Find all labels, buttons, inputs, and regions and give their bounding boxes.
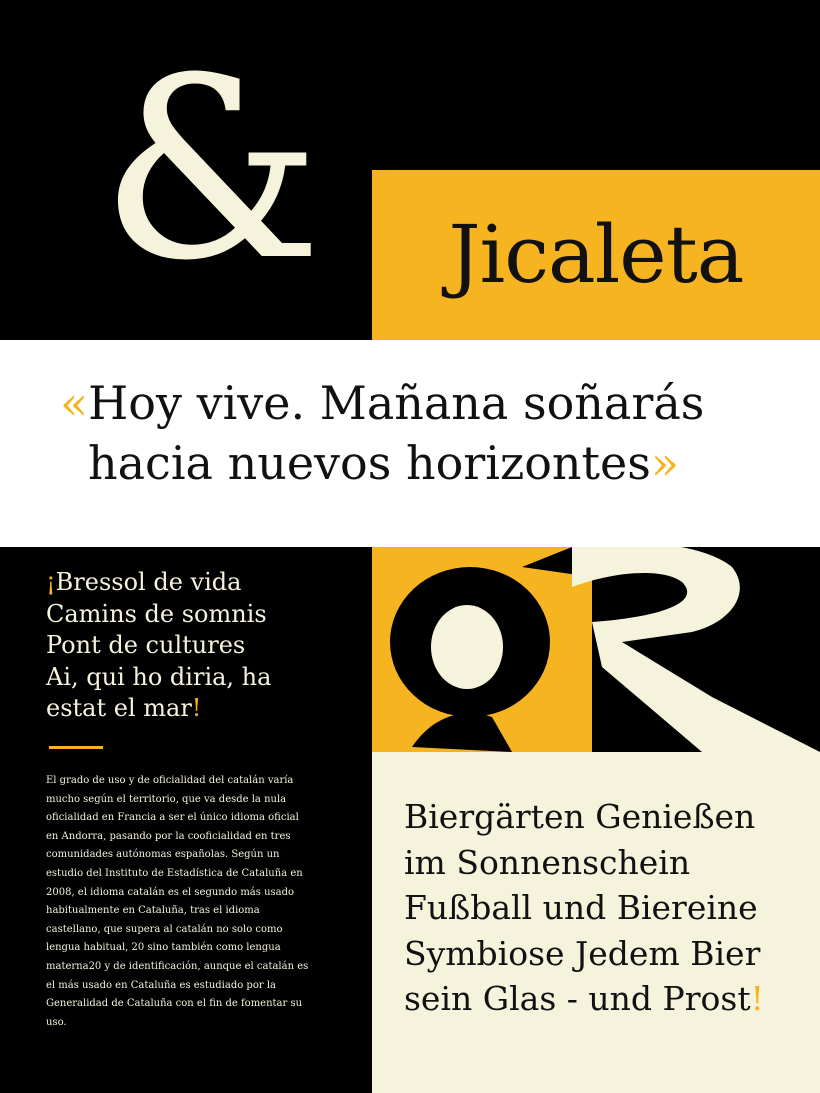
- quote-close-mark: »: [650, 436, 680, 490]
- quote-line-2: hacia nuevos horizontes: [88, 436, 651, 490]
- german-line-3: Fußball und Biereine: [404, 888, 758, 927]
- pull-quote: [60, 373, 780, 493]
- poem-line-1: [46, 567, 366, 599]
- poem-line-2: Camins de somnis: [46, 599, 267, 628]
- poem-line-5: [46, 693, 366, 725]
- quote-open-mark: «: [60, 376, 89, 430]
- german-line-4: Symbiose Jedem Bier: [404, 933, 761, 973]
- german-exclamation: !: [750, 979, 764, 1018]
- poem-line-5-text: estat el mar: [46, 694, 192, 722]
- german-line-1: Biergärten Genießen: [404, 797, 756, 836]
- german-line-5: [404, 976, 814, 1022]
- glyph-cream-counter: [431, 605, 503, 689]
- glyph-tile: [372, 547, 820, 752]
- glyph-art: [372, 547, 820, 752]
- ampersand-glyph: &: [100, 24, 323, 315]
- catalan-poem: [46, 567, 366, 725]
- poem-open-mark: ¡: [46, 568, 56, 596]
- poem-close-mark: !: [191, 694, 202, 722]
- poem-line-3: Pont de cultures: [46, 631, 246, 659]
- german-line-2: im Sonnenschein: [404, 842, 691, 882]
- font-title: Jicaleta: [448, 208, 744, 301]
- german-text: [404, 794, 814, 1022]
- divider-rule: [49, 746, 103, 749]
- german-line-5-text: sein Glas - und Prost: [404, 979, 751, 1018]
- poem-line-4: Ai, qui ho diria, ha: [46, 662, 272, 691]
- body-paragraph: El grado de uso y de oficialidad del catalán varía mucho según el territorio, que va desde la nula oficialidad en Francia a ser el único idioma oficial en Andorra, pasando por la cooficialidad en tres comunidades autónomas españolas. Según un estudio del Instituto de Estadística de Cataluña en 2008, el idioma catalán es el segundo más usado habitualmente en Cataluña, tras el idioma castellano, que supera al catalán no solo como lengua habitual, 20 sino también como lengua materna20 y de identificación, aunque el catalán es el más usado en Cataluña es estudiado por la Generalidad de Cataluña con el fin de fomentar su uso.: [46, 775, 309, 1028]
- quote-line-1: Hoy vive. Mañana soñarás: [88, 376, 705, 430]
- poem-line-1-text: Bressol de vida: [55, 568, 242, 596]
